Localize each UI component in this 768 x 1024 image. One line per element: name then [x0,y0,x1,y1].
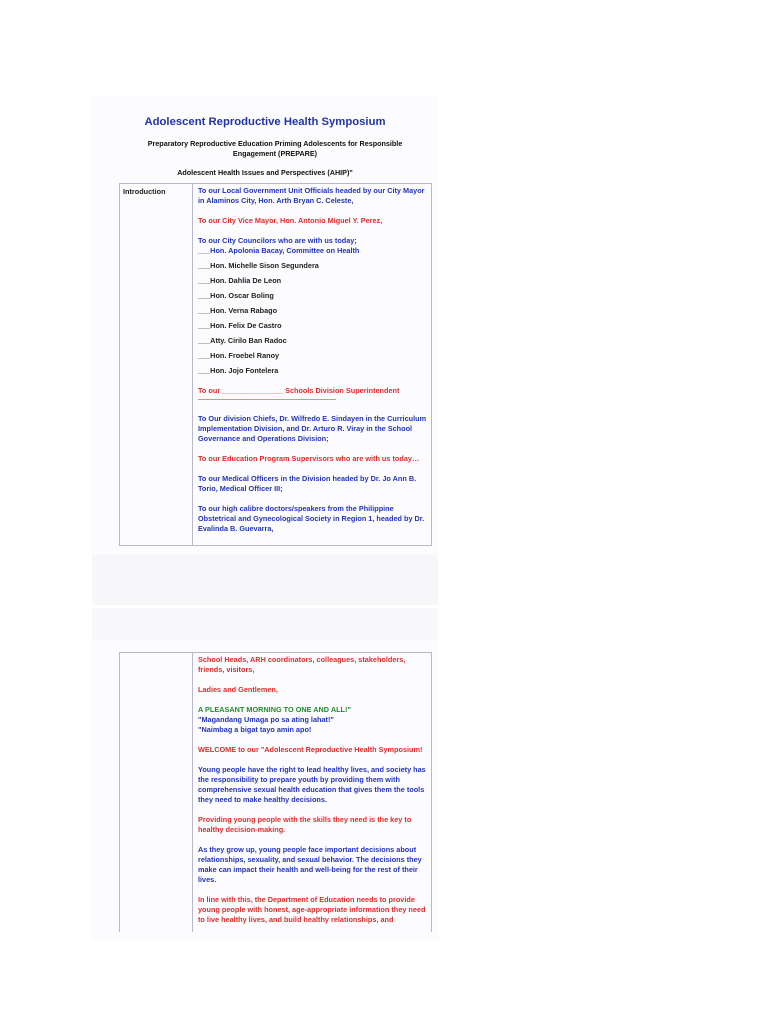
paragraph-division-chiefs: To Our division Chiefs, Dr. Wilfredo E. Sindayen in the Curriculum Implementation Division, and Dr. Arturo R. Viray in the School Governance and Operations Division; [198,414,427,443]
greeting-english: A PLEASANT MORNING TO ONE AND ALL!" [198,705,351,714]
paragraph-greetings [198,705,428,735]
paragraph-doctors: To our high calibre doctors/speakers from the Philippine Obstetrical and Gynecological Society in Region 1, headed by Dr. Evalinda B. Guevarra, [198,504,425,533]
blank-underline [198,398,336,400]
councilor-item: ___Hon. Oscar Boling [198,291,274,300]
document-subtitle-2: Adolescent Health Issues and Perspectives (AHIP)" [177,168,353,177]
paragraph-decisions: As they grow up, young people face important decisions about relationships, sexuality, and sexual behavior. The decisions they make can impact their health and well-being for the rest of their lives. [198,845,422,884]
page-gap-shade [92,555,438,605]
greeting-ilocano: "Naimbag a bigat tayo amin apo! [198,725,312,734]
councilor-item: ___Hon. Dahlia De Leon [198,276,282,285]
paragraph-lgu-officials: To our Local Government Unit Officials headed by our City Mayor in Alaminos City, Hon. Arth Bryan C. Celeste, [198,186,425,205]
greeting-filipino: "Magandang Umaga po sa ating lahat!" [198,715,334,724]
paragraph-medical-officers: To our Medical Officers in the Division headed by Dr. Jo Ann B. Torio, Medical Officer III; [198,474,417,493]
councilor-item: ___Atty. Cirilo Ban Radoc [198,336,287,345]
councilor-item: ___Hon. Felix De Castro [198,321,282,330]
introduction-content [193,184,432,546]
paragraph-deped: In line with this, the Department of Education needs to provide young people with honest, age-appropriate information they need to live healthy lives, and build healthy relationships, and [198,895,426,924]
councilors-intro: To our City Councilors who are with us today; [198,236,357,245]
paragraph-vice-mayor: To our City Vice Mayor, Hon. Antonio Miguel Y. Perez, [198,216,383,225]
paragraph-rights: Young people have the right to lead healthy lives, and society has the responsibility to prepare youth by providing them with comprehensive sexual health education that gives them the tools they need to make healthy decisions. [198,765,426,804]
document-subtitle: Preparatory Reproductive Education Priming Adolescents for Responsible Engagement (PREPARE) [147,139,403,158]
document-title: Adolescent Reproductive Health Symposium [144,116,386,128]
page-gap-shade [92,608,438,640]
paragraph-superintendent: To our _______________ Schools Division Superintendent [198,386,400,395]
paragraph-councilors [198,236,428,256]
paragraph-school-heads: School Heads, ARH coordinators, colleagues, stakeholders, friends, visitors, [198,655,406,674]
councilor-item: ___Hon. Jojo Fontelera [198,366,279,375]
introduction-label: Introduction [120,184,193,546]
paragraph-ladies-gentlemen: Ladies and Gentlemen, [198,685,278,694]
greeting-table [119,652,432,932]
councilor-item: ___Hon. Michelle Sison Segundera [198,261,319,270]
introduction-table [119,183,432,546]
paragraph-skills: Providing young people with the skills they need is the key to healthy decision-making. [198,815,412,834]
paragraph-supervisors: To our Education Program Supervisors who are with us today… [198,454,420,463]
greeting-label-empty [120,653,193,933]
paragraph-welcome: WELCOME to our "Adolescent Reproductive Health Symposium! [198,745,423,754]
councilor-item: ___Hon. Froebel Ranoy [198,351,280,360]
councilor-health-committee: ___Hon. Apolonia Bacay, Committee on Health [198,246,360,255]
councilor-item: ___Hon. Verna Rabago [198,306,278,315]
greeting-content [193,653,432,933]
